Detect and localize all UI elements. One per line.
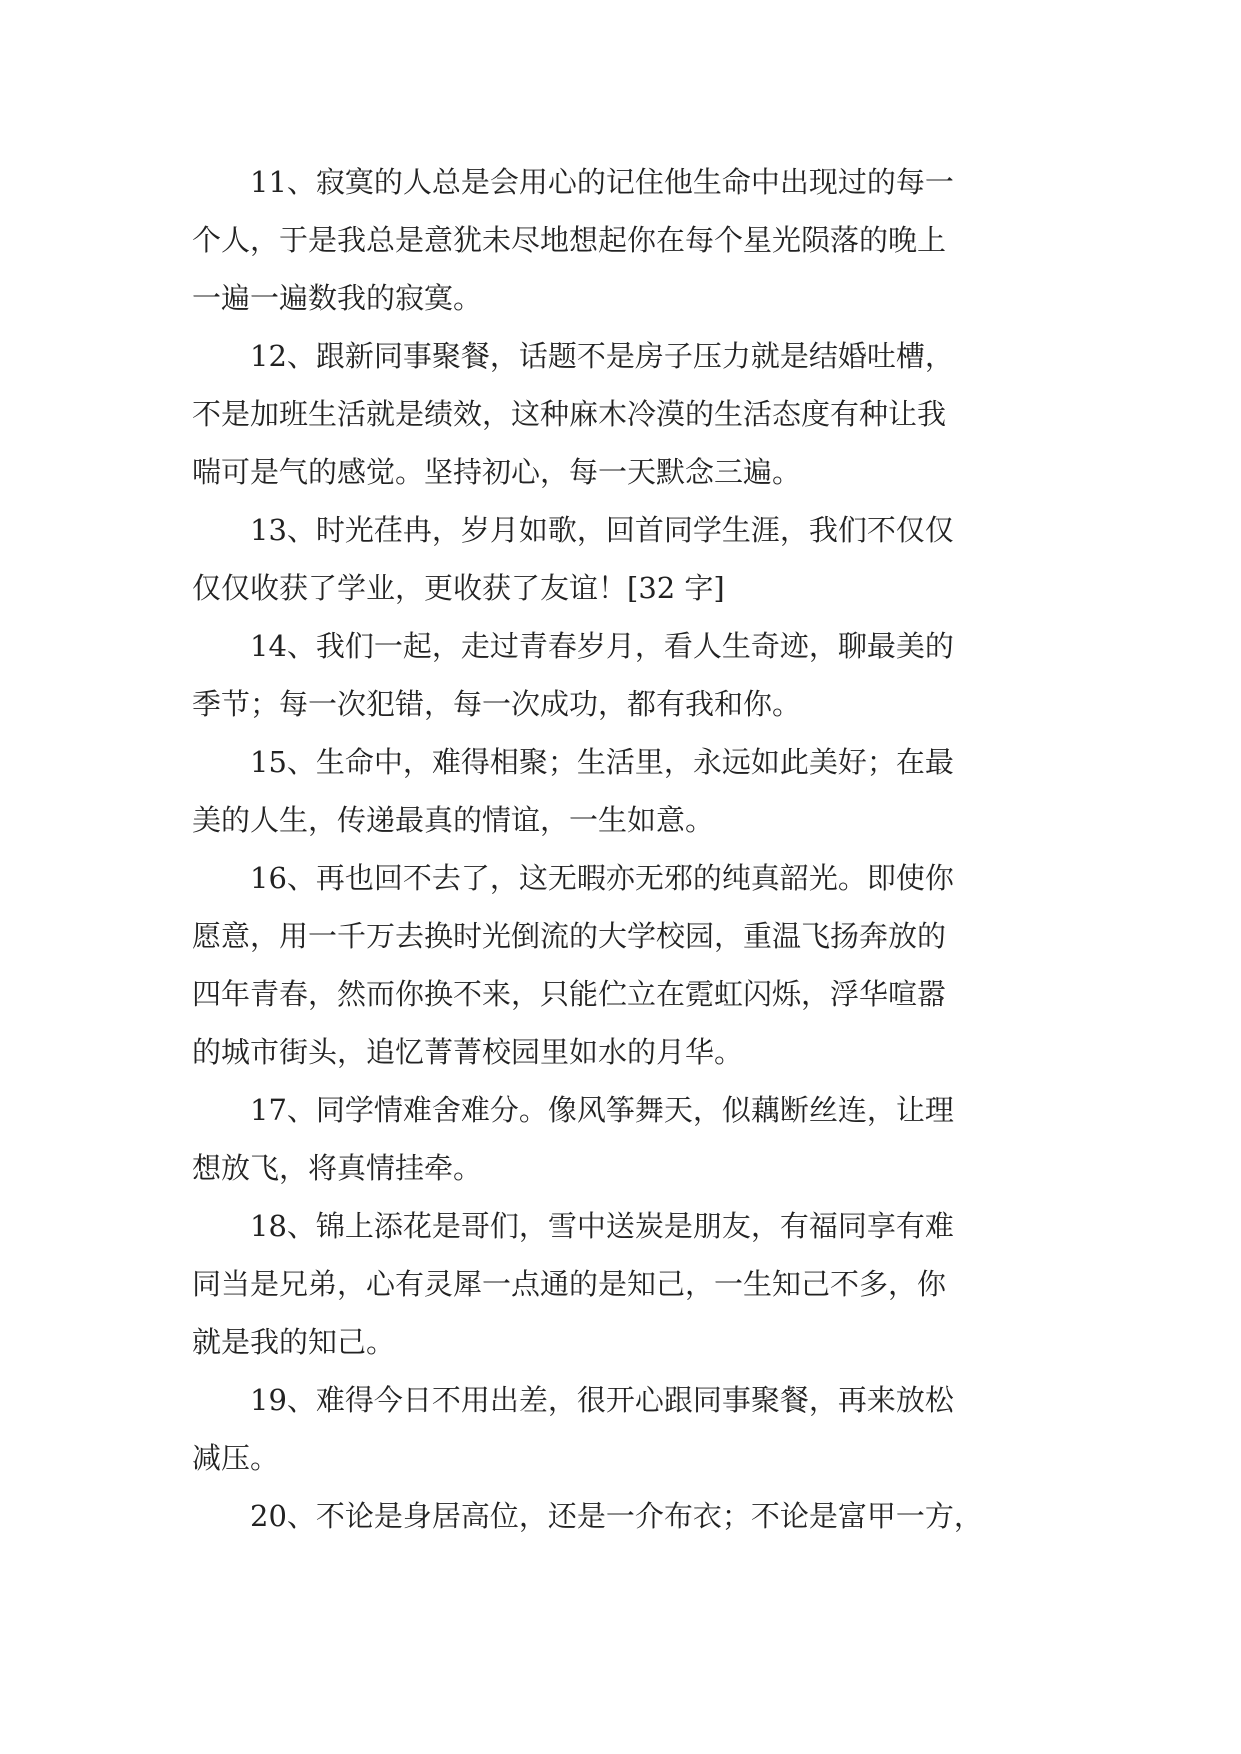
text-line: 一遍一遍数我的寂寞。 xyxy=(192,281,483,315)
text-line: 季节；每一次犯错，每一次成功，都有我和你。 xyxy=(192,687,802,721)
text-line: 不是加班生活就是绩效，这种麻木冷漠的生活态度有种让我 xyxy=(192,397,947,431)
text-line: 12、跟新同事聚餐，话题不是房子压力就是结婚吐槽， xyxy=(250,339,954,373)
text-line: 16、再也回不去了，这无暇亦无邪的纯真韶光。即使你 xyxy=(250,861,954,895)
text-line: 想放飞，将真情挂牵。 xyxy=(192,1151,483,1185)
text-line: 个人，于是我总是意犹未尽地想起你在每个星光陨落的晚上 xyxy=(192,223,947,257)
text-line: 18、锦上添花是哥们，雪中送炭是朋友，有福同享有难 xyxy=(250,1209,954,1243)
text-line: 美的人生，传递最真的情谊，一生如意。 xyxy=(192,803,715,837)
text-line: 仅仅收获了学业，更收获了友谊！[32 字] xyxy=(192,571,725,605)
text-line: 四年青春，然而你换不来，只能伫立在霓虹闪烁，浮华喧嚣 xyxy=(192,977,947,1011)
text-line: 就是我的知己。 xyxy=(192,1325,396,1359)
text-line: 11、寂寞的人总是会用心的记住他生命中出现过的每一 xyxy=(250,165,954,199)
text-line: 17、同学情难舍难分。像风筝舞天，似藕断丝连，让理 xyxy=(250,1093,954,1127)
text-line: 20、不论是身居高位，还是一介布衣；不论是富甲一方， xyxy=(250,1499,983,1533)
text-line: 19、难得今日不用出差，很开心跟同事聚餐，再来放松 xyxy=(250,1383,954,1417)
text-line: 14、我们一起，走过青春岁月，看人生奇迹，聊最美的 xyxy=(250,629,954,663)
text-line: 13、时光荏冉，岁月如歌，回首同学生涯，我们不仅仅 xyxy=(250,513,954,547)
text-line: 的城市街头，追忆菁菁校园里如水的月华。 xyxy=(192,1035,744,1069)
text-line: 15、生命中，难得相聚；生活里，永远如此美好；在最 xyxy=(250,745,954,779)
text-line: 喘可是气的感觉。坚持初心，每一天默念三遍。 xyxy=(192,455,802,489)
text-line: 减压。 xyxy=(192,1441,280,1475)
text-line: 同当是兄弟，心有灵犀一点通的是知己，一生知己不多，你 xyxy=(192,1267,947,1301)
text-line: 愿意，用一千万去换时光倒流的大学校园，重温飞扬奔放的 xyxy=(192,919,947,953)
